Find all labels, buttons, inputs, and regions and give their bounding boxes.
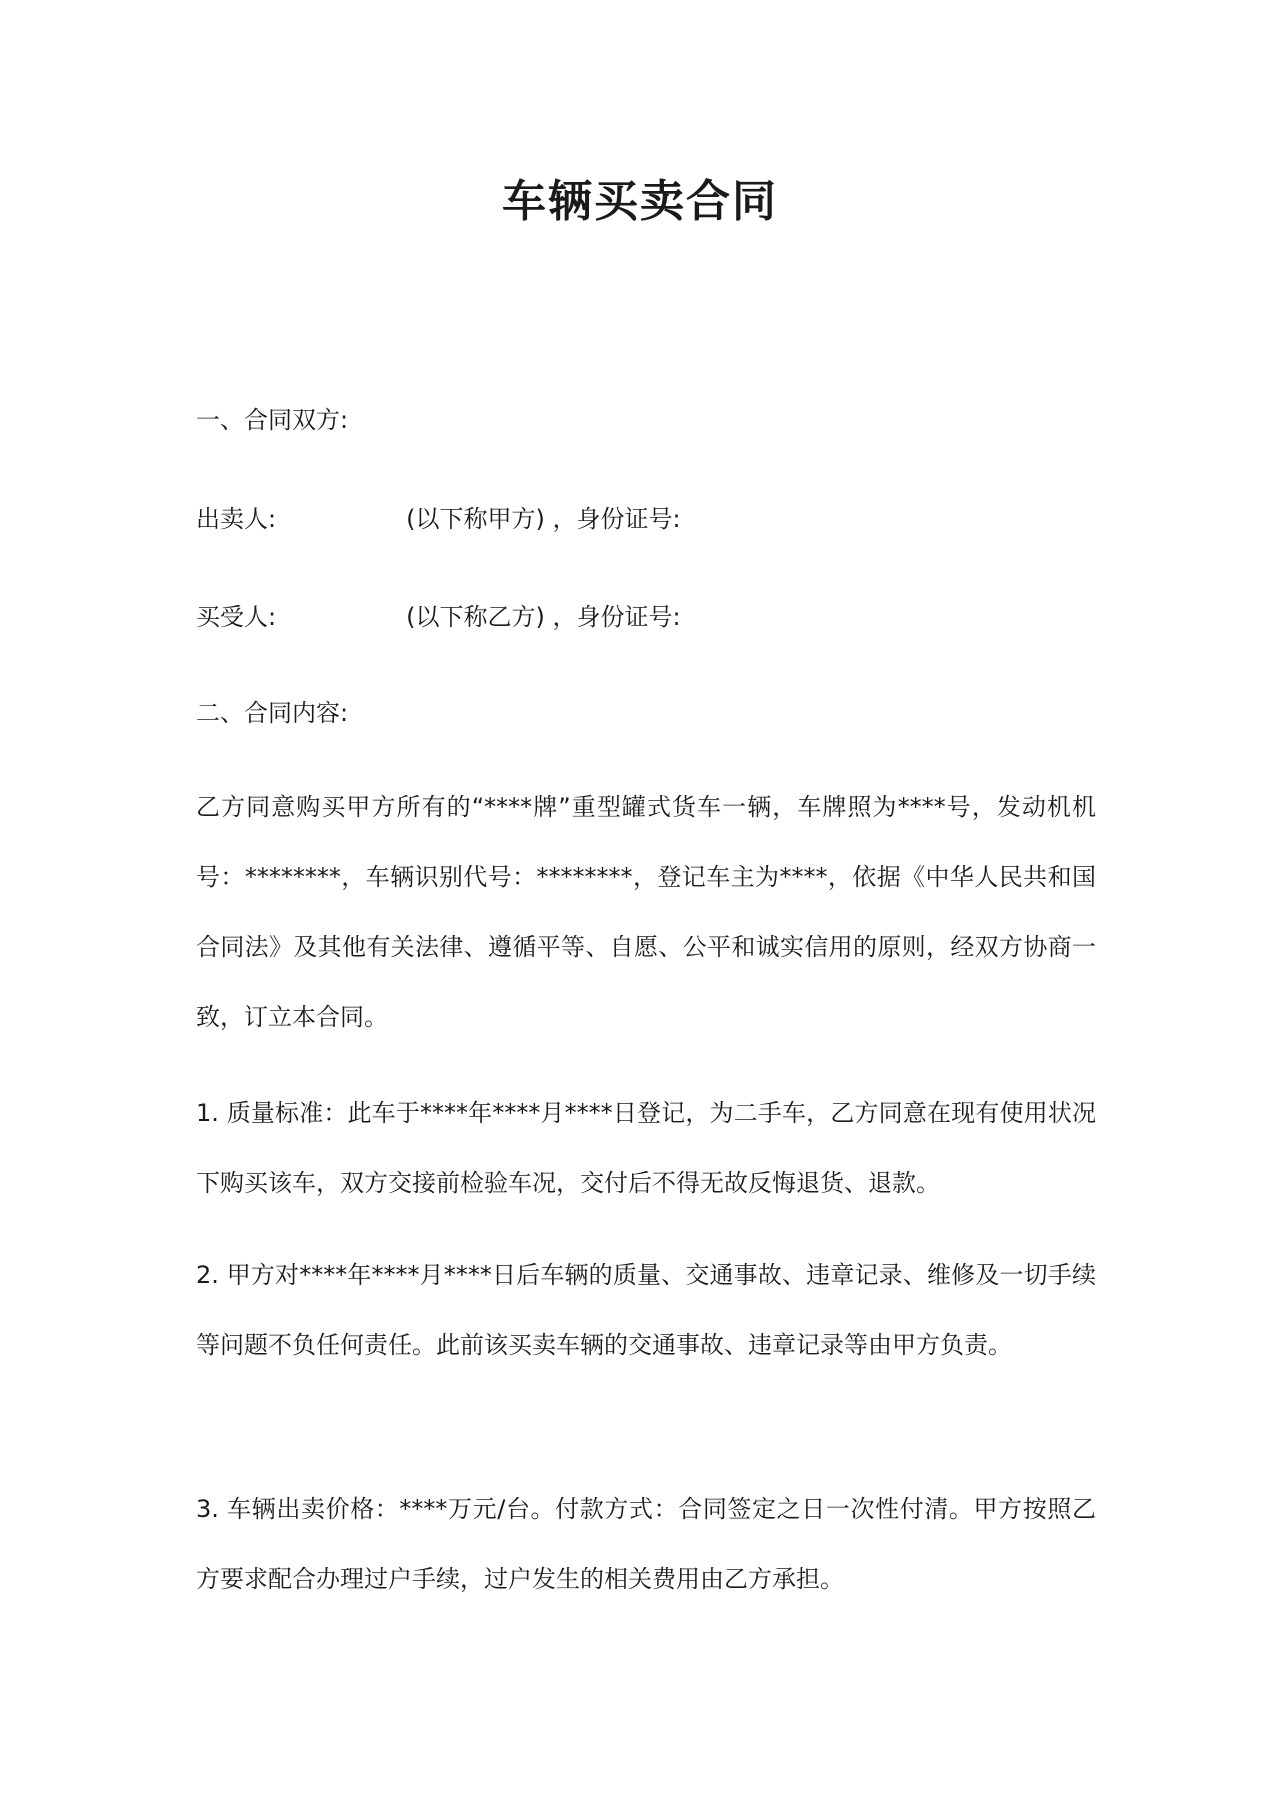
clause-2: 2. 甲方对****年****月****日后车辆的质量、交通事故、违章记录、维修及一切手续等问题不负任何责任。此前该买卖车辆的交通事故、违章记录等由甲方负责。: [196, 1261, 1096, 1359]
seller-label: 出卖人:: [196, 505, 277, 533]
buyer-label: 买受人:: [196, 603, 277, 631]
seller-line: [196, 503, 1096, 535]
seller-note: (以下称甲方) ，身份证号:: [406, 505, 681, 533]
clause-3: 3. 车辆出卖价格：****万元/台。付款方式：合同签定之日一次性付清。甲方按照乙方要求配合办理过户手续，过户发生的相关费用由乙方承担。: [196, 1495, 1096, 1593]
document-title: 车辆买卖合同: [502, 176, 778, 227]
buyer-line: [196, 601, 1096, 633]
intro-paragraph: 乙方同意购买甲方所有的“****牌”重型罐式货车一辆，车牌照为****号，发动机机号：********，车辆识别代号：********，登记车主为****，依据《中华人民共和国合同法》及其他有关法律、遵循平等、自愿、公平和诚实信用的原则，经双方协商一致，订立本合同。: [196, 793, 1096, 1031]
section-2-heading: 二、合同内容:: [196, 699, 349, 727]
section-1-heading: 一、合同双方:: [196, 406, 349, 434]
buyer-note: (以下称乙方) ，身份证号:: [406, 603, 681, 631]
clause-1: 1. 质量标准：此车于****年****月****日登记，为二手车，乙方同意在现有使用状况下购买该车，双方交接前检验车况，交付后不得无故反悔退货、退款。: [196, 1099, 1096, 1197]
